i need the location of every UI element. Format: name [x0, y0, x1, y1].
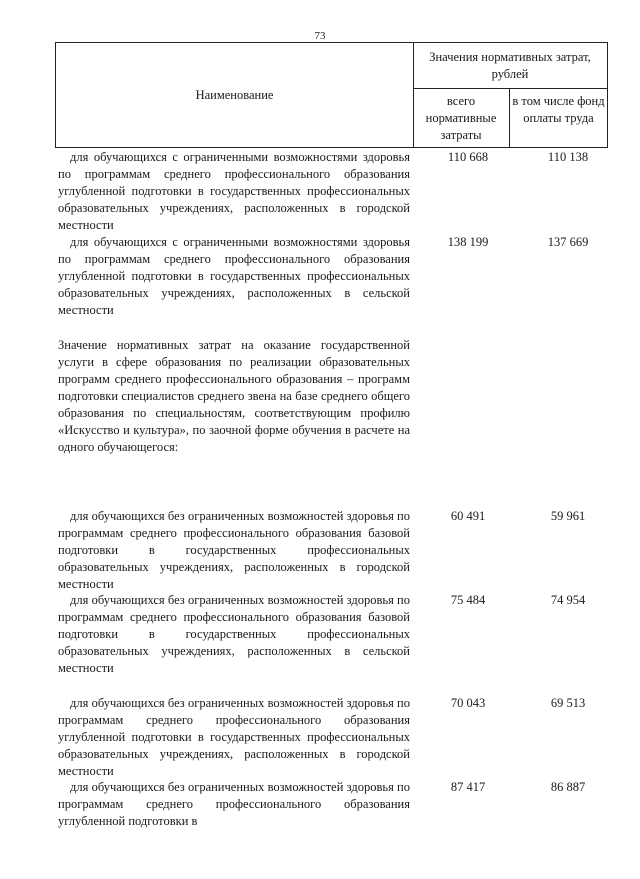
row-payroll-value: 74 954: [550, 593, 586, 607]
column-header-name: Наименование: [56, 43, 414, 147]
row-description: для обучающихся без ограниченных возможностей здоровья по программам среднего профессионального образования углубленной подготовки в государственных профессиональных образовательных учреждениях, расположенных в городской местности: [58, 696, 410, 778]
row-payroll-value: 59 961: [550, 509, 586, 523]
column-group-header: Значения нормативных затрат, рублей: [413, 43, 607, 89]
row-payroll-value: 86 887: [550, 780, 586, 794]
row-description: для обучающихся с ограниченными возможностями здоровья по программам среднего профессионального образования углубленной подготовки в государственных профессиональных образовательных учреждениях, расположенных в городской местности: [58, 150, 410, 232]
row-total-value: 70 043: [450, 696, 486, 710]
row-description: для обучающихся без ограниченных возможностей здоровья по программам среднего профессионального образования углубленной подготовки в: [58, 780, 410, 828]
row-payroll-value: 69 513: [550, 696, 586, 710]
row-total-value: 110 668: [447, 150, 489, 164]
row-payroll-value: 110 138: [547, 150, 589, 164]
row-total-value: 60 491: [450, 509, 486, 523]
row-description: для обучающихся без ограниченных возможностей здоровья по программам среднего профессионального образования базовой подготовки в государственных профессиональных образовательных учреждениях, расположенных в городской местности: [58, 509, 410, 591]
table-header: [55, 42, 608, 148]
row-description: для обучающихся с ограниченными возможностями здоровья по программам среднего профессионального образования углубленной подготовки в государственных профессиональных образовательных учреждениях, расположенных в сельской местности: [58, 235, 410, 317]
column-header-payroll: в том числе фонд оплаты труда: [512, 94, 605, 125]
row-total-value: 87 417: [450, 780, 486, 794]
row-description: для обучающихся без ограниченных возможностей здоровья по программам среднего профессионального образования базовой подготовки в государственных профессиональных образовательных учреждениях, расположенных в сельской местности: [58, 593, 410, 675]
page-number: 73: [314, 30, 326, 42]
row-total-value: 75 484: [450, 593, 486, 607]
column-header-total: всего нормативные затраты: [413, 89, 510, 147]
row-payroll-value: 137 669: [547, 235, 589, 249]
row-total-value: 138 199: [447, 235, 489, 249]
section-heading: Значение нормативных затрат на оказание государственной услуги в сфере образования по реализации образовательных программ среднего профессионального образования – программ подготовки специалистов среднего звена на базе среднего общего образования по специальностям, соответствующим профилю «Искусство и культура», по заочной форме обучения в расчете на одного обучающегося:: [58, 338, 410, 454]
